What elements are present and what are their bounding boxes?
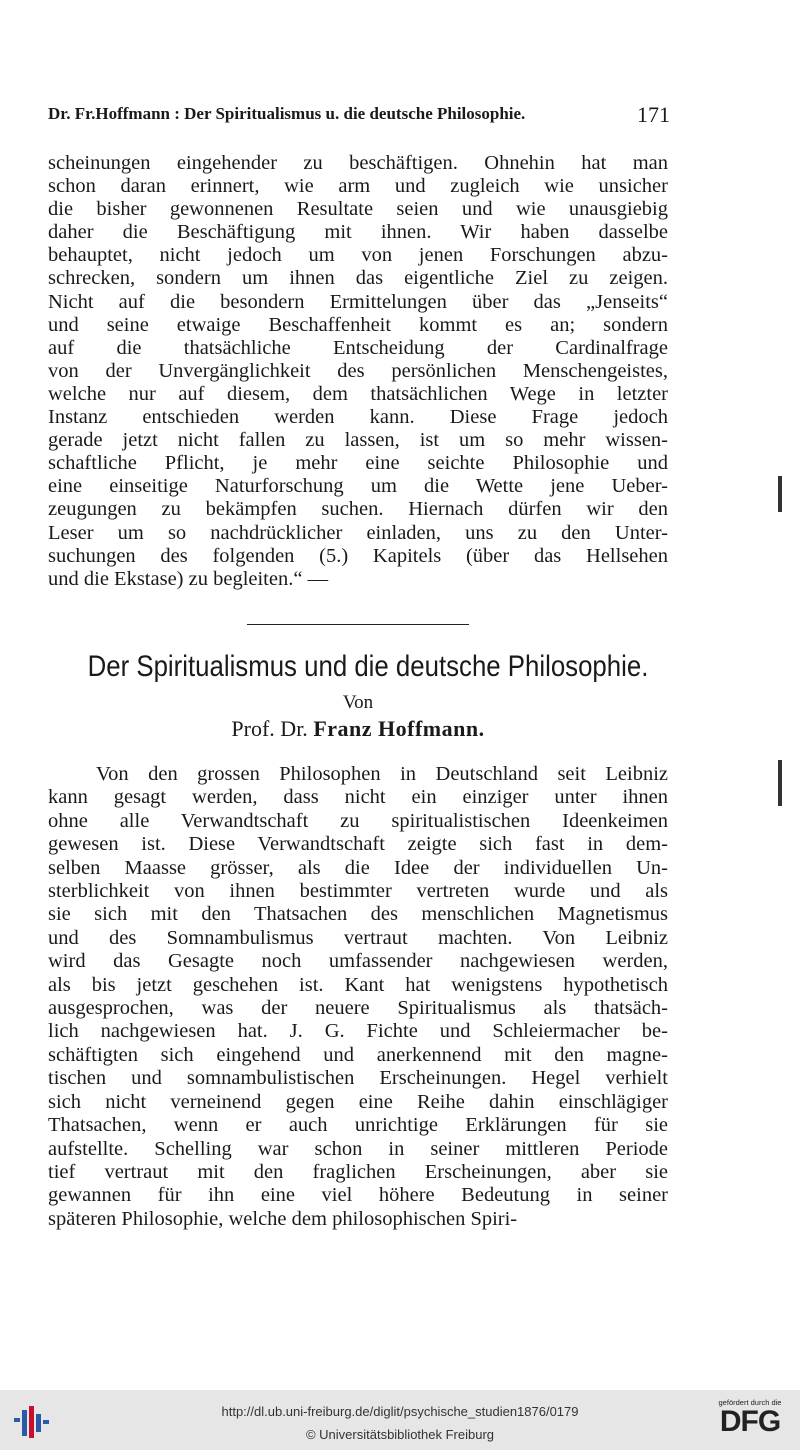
text-line: wird das Gesagte noch umfassender nachgewiesen werden, [48,950,668,973]
text-line: gerade jetzt nicht fallen zu lassen, ist um so mehr wissen- [48,429,668,452]
text-line: aufstellte. Schelling war schon in seiner mittleren Periode [48,1137,668,1160]
text-line: und seine etwaige Beschaffenheit kommt es an; sondern [48,313,668,336]
margin-mark [778,760,782,806]
text-line: kann gesagt werden, dass nicht ein einziger unter ihnen [48,786,668,809]
text-line: sich nicht verneinend gegen eine Reihe dahin einschlägiger [48,1090,668,1113]
text-line: zeugungen zu bekämpfen suchen. Hiernach dürfen wir den [48,498,668,521]
text-line: ausgesprochen, was der neuere Spiritualismus als thatsäch- [48,997,668,1020]
dfg-tagline: gefördert durch die [718,1398,782,1407]
text-line: selben Maasse grösser, als die Idee der individuellen Un- [48,856,668,879]
source-url[interactable]: http://dl.ub.uni-freiburg.de/diglit/psychische_studien1876/0179 [221,1404,579,1419]
text-line: sie sich mit den Thatsachen des menschlichen Magnetismus [48,903,668,926]
text-line: auf die thatsächliche Entscheidung der Cardinalfrage [48,336,668,359]
text-line: schaftliche Pflicht, je mehr eine seichte Philosophie und [48,452,668,475]
author-prefix: Prof. Dr. [231,716,308,741]
text-line: Leser um so nachdrücklicher einladen, uns zu den Unter- [48,521,668,544]
byline-von: Von [342,692,374,713]
text-line: die bisher gewonnenen Resultate seien und wie unausgiebig [48,198,668,221]
dfg-logo [708,1398,792,1442]
text-line: gewesen ist. Diese Verwandtschaft zeigte sich fast in dem- [48,833,668,856]
text-line: scheinungen eingehender zu beschäftigen. Ohnehin hat man [48,152,668,174]
article-title: Der Spiritualismus und die deutsche Philosophie. [87,650,649,683]
margin-mark [778,476,782,512]
text-line: suchungen des folgenden (5.) Kapitels (über das Hellsehen [48,544,668,567]
footer-bar [0,1390,800,1450]
text-line: schrecken, sondern um ihnen das eigentliche Ziel zu zeigen. [48,267,668,290]
text-line: späteren Philosophie, welche dem philosophischen Spiri- [48,1207,518,1230]
text-line: tischen und somnambulistischen Erscheinungen. Hegel verhielt [48,1067,668,1090]
text-line: sterblichkeit von ihnen bestimmter vertreten wurde und als [48,880,668,903]
running-header [48,104,670,132]
text-line: Von den grossen Philosophen in Deutschland seit Leibniz [96,763,668,785]
text-line: ohne alle Verwandtschaft zu spiritualistischen Ideenkeimen [48,809,668,832]
text-line: schäftigten sich eingehend und anerkennend mit den magne- [48,1043,668,1066]
text-line: eine einseitige Naturforschung um die Wette jene Ueber- [48,475,668,498]
text-line: lich nachgewiesen hat. J. G. Fichte und Schleiermacher be- [48,1020,668,1043]
article-body [48,763,668,1231]
continued-text-block [48,152,668,591]
text-line: Nicht auf die besondern Ermittelungen über das „Jenseits“ [48,290,668,313]
page-number: 171 [637,102,670,127]
author-line [0,716,716,742]
text-line: gewannen für ihn eine viel höhere Bedeutung in seiner [48,1184,668,1207]
text-line: Thatsachen, wenn er auch unrichtige Erklärungen für sie [48,1114,668,1137]
copyright-notice: © Universitätsbibliothek Freiburg [305,1427,495,1442]
text-line: daher die Beschäftigung mit ihnen. Wir haben dasselbe [48,221,668,244]
section-divider [247,624,469,625]
running-title: Dr. Fr.Hoffmann : Der Spiritualismus u. die deutsche Philosophie. [48,104,526,123]
text-line: welche nur auf diesem, dem thatsächlichen Wege in letzter [48,382,668,405]
text-line: schon daran erinnert, wie arm und zugleich wie unsicher [48,175,668,198]
author-name: Franz Hoffmann. [313,716,485,741]
text-line: als bis jetzt geschehen ist. Kant hat wenigstens hypothetisch [48,973,668,996]
text-line: behauptet, nicht jedoch um von jenen Forschungen abzu- [48,244,668,267]
text-line: Instanz entschieden werden kann. Diese Frage jedoch [48,406,668,429]
text-line: tief vertraut mit den fraglichen Erscheinungen, aber sie [48,1160,668,1183]
text-line: und des Somnambulismus vertraut machten. Von Leibniz [48,926,668,949]
text-line: und die Ekstase) zu begleiten.“ — [48,567,329,590]
dfg-wordmark: DFG [719,1405,781,1438]
text-line: von der Unvergänglichkeit des persönlichen Menschengeistes, [48,359,668,382]
